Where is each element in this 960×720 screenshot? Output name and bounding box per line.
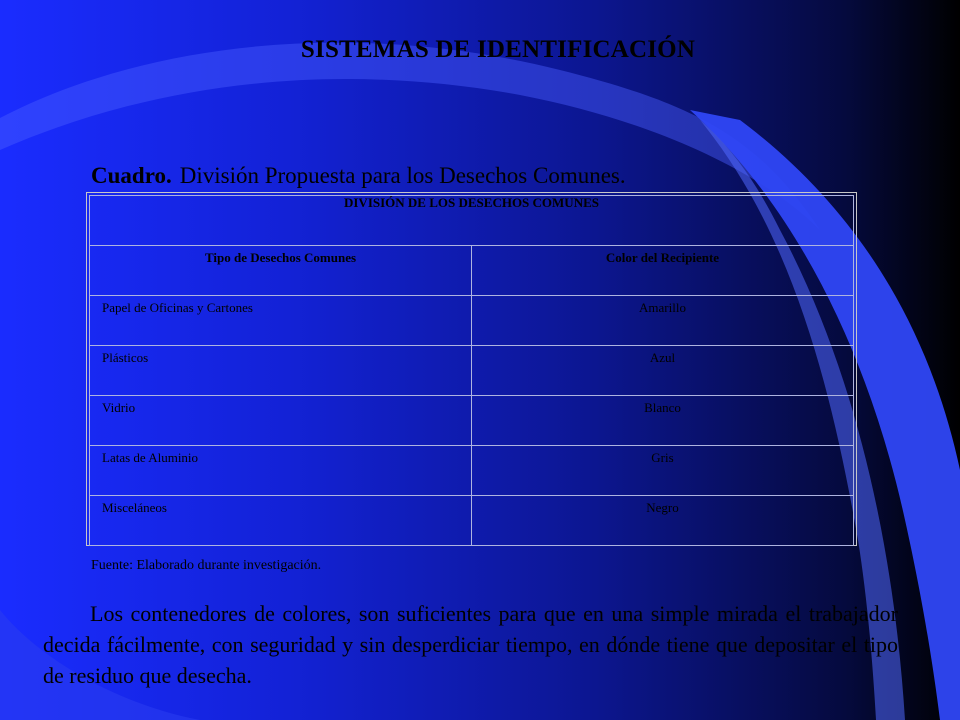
caption-lead: Cuadro.: [91, 163, 172, 188]
table-row: [90, 396, 854, 446]
container-color-cell: Azul: [472, 346, 854, 396]
slide-title: SISTEMAS DE IDENTIFICACIÓN: [300, 36, 696, 63]
body-paragraph: [43, 598, 898, 691]
body-paragraph-text: Los contenedores de colores, son suficientes para que en una simple mirada el trabajador decida fácilmente, con seguridad y sin desperdiciar tiempo, en dónde tiene que depositar el tipo de residuo que desecha.: [43, 601, 898, 688]
waste-type-cell: Latas de Aluminio: [90, 446, 472, 496]
container-color-cell: Amarillo: [472, 296, 854, 346]
column-header-container-color: Color del Recipiente: [472, 246, 854, 296]
source-note: Fuente: Elaborado durante investigación.: [91, 558, 322, 573]
table-heading: DIVISIÓN DE LOS DESECHOS COMUNES: [90, 196, 854, 246]
table-row: [90, 496, 854, 546]
container-color-cell: Gris: [472, 446, 854, 496]
table-grid: [89, 195, 854, 546]
container-color-cell: Blanco: [472, 396, 854, 446]
table-header-row: [90, 246, 854, 296]
table-row: [90, 446, 854, 496]
waste-type-cell: Vidrio: [90, 396, 472, 446]
table-row: [90, 296, 854, 346]
column-header-waste-type: Tipo de Desechos Comunes: [90, 246, 472, 296]
table-caption: [91, 163, 626, 189]
table-heading-row: [90, 196, 854, 246]
waste-type-cell: Plásticos: [90, 346, 472, 396]
container-color-cell: Negro: [472, 496, 854, 546]
waste-division-table: [86, 192, 857, 546]
waste-type-cell: Papel de Oficinas y Cartones: [90, 296, 472, 346]
waste-type-cell: Misceláneos: [90, 496, 472, 546]
caption-text: División Propuesta para los Desechos Comunes.: [179, 163, 626, 188]
table-row: [90, 346, 854, 396]
